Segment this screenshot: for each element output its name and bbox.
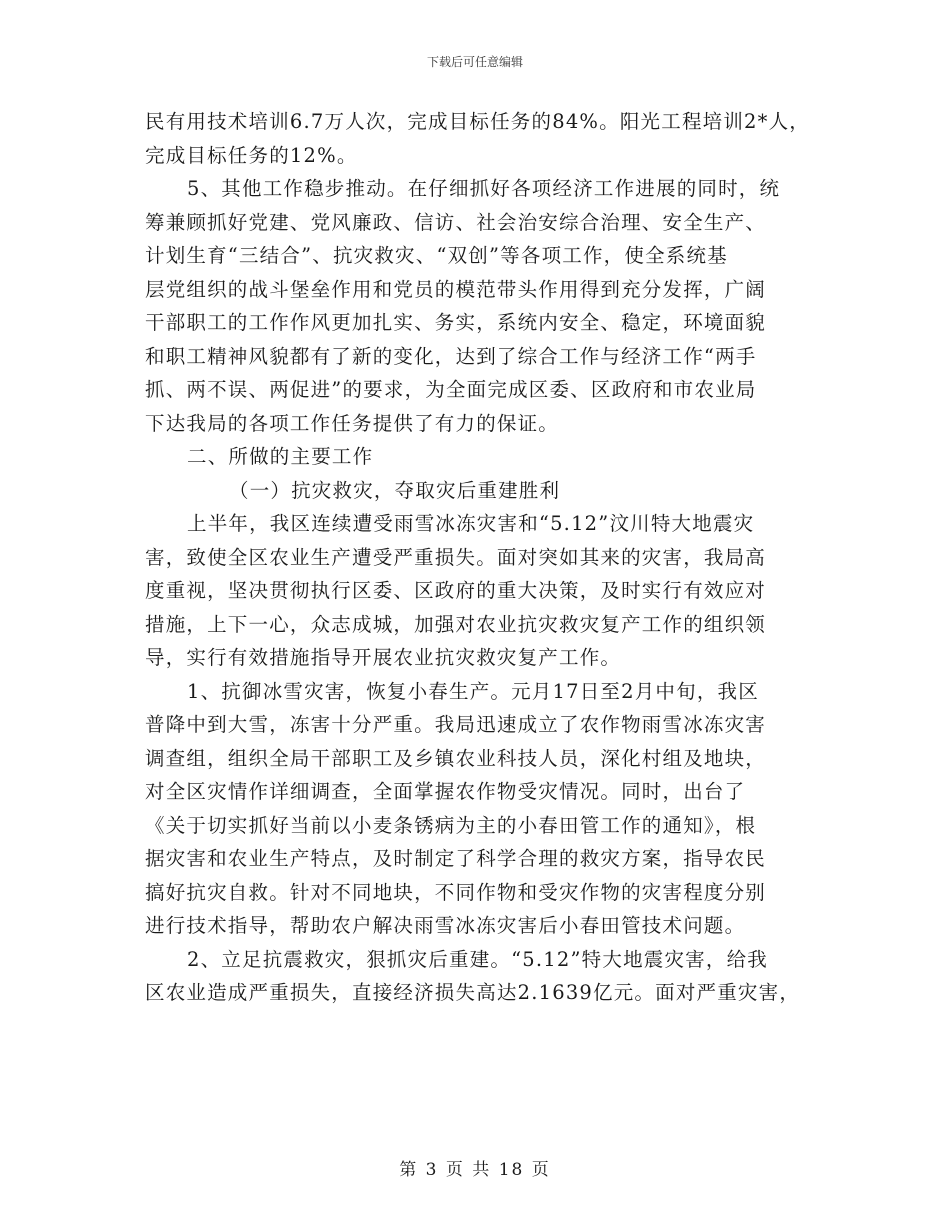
text-line: 措施，上下一心，众志成城，加强对农业抗灾救灾复产工作的组织领 [145, 612, 767, 636]
text-line: 筹兼顾抓好党建、党风廉政、信访、社会治安综合治理、安全生产、 [145, 210, 767, 234]
text-line: 对全区灾情作详细调查，全面掌握农作物受灾情况。同时，出台了 [145, 780, 746, 803]
text-line: 《关于切实抓好当前以小麦条锈病为主的小春田管工作的通知》，根 [145, 813, 757, 837]
text-line: 度重视，坚决贯彻执行区委、区政府的重大决策，及时实行有效应对 [145, 579, 767, 602]
text-line: 5、其他工作稳步推动。在仔细抓好各项经济工作进展的同时，统 [187, 177, 781, 200]
document-body [145, 105, 815, 1010]
text-line: 层党组织的战斗堡垒作用和党员的模范带头作用得到充分发挥，广阔 [145, 277, 767, 301]
text-line: 完成目标任务的12%。 [145, 143, 358, 167]
page-header: 下载后可任意编辑 [426, 55, 523, 69]
text-line: 调查组，组织全局干部职工及乡镇农业科技人员，深化村组及地块， [145, 746, 767, 770]
text-line: 民有用技术培训6.7万人次，完成目标任务的84%。阳光工程培训2*人， [145, 110, 811, 133]
text-line: 计划生育“三结合”、抗灾救灾、“双创”等各项工作，使全系统基 [145, 244, 728, 267]
text-line: 进行技术指导，帮助农户解决雨雪冰冻灾害后小春田管技术问题。 [145, 914, 746, 937]
text-line: 害，致使全区农业生产遭受严重损失。面对突如其来的灾害，我局高 [145, 545, 767, 569]
text-line: 2、立足抗震救灾，狠抓灾后重建。“5.12”特大地震灾害，给我 [187, 947, 768, 971]
text-line: 区农业造成严重损失，直接经济损失高达2.1639亿元。面对严重灾害， [145, 981, 801, 1004]
text-line: 导，实行有效措施指导开展农业抗灾救灾复产工作。 [145, 646, 622, 669]
text-line: 干部职工的工作作风更加扎实、务实，系统内安全、稳定，环境面貌 [145, 311, 767, 334]
text-line: 据灾害和农业生产特点，及时制定了科学合理的救灾方案，指导农民 [145, 847, 767, 870]
text-line: 抓、两不误、两促进”的要求，为全面完成区委、区政府和市农业局 [145, 378, 757, 401]
page-footer: 第 3 页 共 18 页 [399, 1160, 551, 1180]
subsection-heading: （一）抗灾救灾，夺取灾后重建胜利 [229, 478, 561, 502]
text-line: 搞好抗灾自救。针对不同地块，不同作物和受灾作物的灾害程度分别 [145, 880, 767, 904]
text-line: 和职工精神风貌都有了新的变化，达到了综合工作与经济工作“两手 [145, 344, 757, 368]
text-line: 1、抗御冰雪灾害，恢复小春生产。元月17日至2月中旬，我区 [187, 679, 759, 703]
text-line: 上半年，我区连续遭受雨雪冰冻灾害和“5.12”汶川特大地震灾 [187, 512, 755, 535]
text-line: 普降中到大雪，冻害十分严重。我局迅速成立了农作物雨雪冰冻灾害 [145, 713, 767, 736]
text-line: 下达我局的各项工作任务提供了有力的保证。 [145, 411, 560, 435]
section-heading: 二、所做的主要工作 [187, 445, 374, 468]
